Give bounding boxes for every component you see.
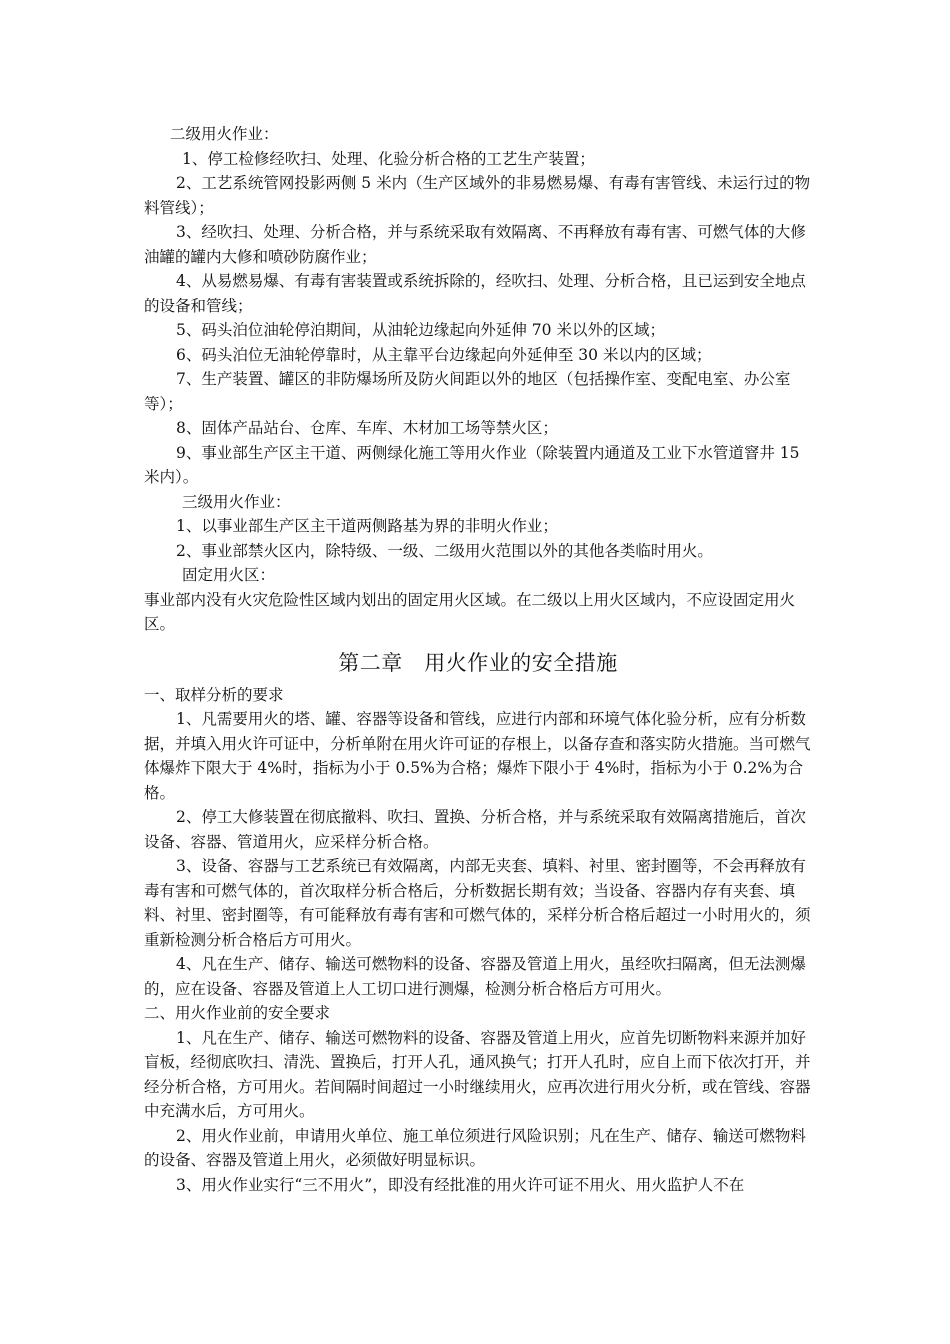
second-level-item: 6、码头泊位无油轮停靠时，从主靠平台边缘起向外延伸至 30 米以内的区域； bbox=[176, 345, 712, 364]
second-level-item: 2、工艺系统管网投影两侧 5 米内（生产区域外的非易燃易爆、有毒有害管线、未运行过的物料管线）； bbox=[144, 174, 811, 217]
second-level-item: 3、经吹扫、处理、分析合格，并与系统采取有效隔离、不再释放有毒有害、可燃气体的大修油罐的罐内大修和喷砂防腐作业； bbox=[144, 223, 806, 266]
section-item: 4、凡在生产、储存、输送可燃物料的设备、容器及管道上用火，虽经吹扫隔离，但无法测爆的，应在设备、容器及管道上人工切口进行测爆，检测分析合格后方可用火。 bbox=[144, 955, 806, 998]
third-level-item: 2、事业部禁火区内，除特级、一级、二级用火范围以外的其他各类临时用火。 bbox=[176, 541, 713, 560]
second-level-heading: 二级用火作业： bbox=[170, 125, 279, 143]
section-heading: 一、取样分析的要求 bbox=[144, 685, 284, 704]
section-item: 2、停工大修装置在彻底撤料、吹扫、置换、分析合格，并与系统采取有效隔离措施后，首次设备、容器、管道用火，应采样分析合格。 bbox=[144, 808, 806, 851]
section-item: 3、用火作业实行“三不用火”，即没有经批准的用火许可证不用火、用火监护人不在 bbox=[176, 1175, 745, 1194]
second-level-item: 7、生产装置、罐区的非防爆场所及防火间距以外的地区（包括操作室、变配电室、办公室等）； bbox=[144, 370, 791, 413]
chapter-title: 第二章 用火作业的安全措施 bbox=[338, 650, 618, 675]
fixed-area-text: 事业部内没有火灾危险性区域内划出的固定用火区域。在二级以上用火区域内，不应设固定用火区。 bbox=[144, 590, 796, 633]
second-level-item: 9、事业部生产区主干道、两侧绿化施工等用火作业（除装置内通道及工业下水管道窨井 15 米内）。 bbox=[144, 443, 800, 486]
second-level-item: 4、从易燃易爆、有毒有害装置或系统拆除的，经吹扫、处理、分析合格，且已运到安全地点的设备和管线； bbox=[144, 272, 806, 315]
fixed-area-heading: 固定用火区： bbox=[182, 566, 276, 584]
section-item: 1、凡在生产、储存、输送可燃物料的设备、容器及管道上用火，应首先切断物料来源并加好盲板，经彻底吹扫、清洗、置换后，打开人孔，通风换气；打开人孔时，应自上而下依次打开，并经分析合格，方可用火。若间隔时间超过一小时继续用火，应再次进行用火分析，或在管线、容器中充满水后，方可用火。 bbox=[144, 1028, 811, 1120]
second-level-item: 5、码头泊位油轮停泊期间，从油轮边缘起向外延伸 70 米以外的区域； bbox=[176, 321, 665, 339]
second-level-item: 1、停工检修经吹扫、处理、化验分析合格的工艺生产装置； bbox=[182, 149, 595, 168]
document-page bbox=[144, 122, 812, 1197]
section-item: 3、设备、容器与工艺系统已有效隔离，内部无夹套、填料、衬里、密封圈等，不会再释放有毒有害和可燃气体的，首次取样分析合格后，分析数据长期有效；当设备、容器内存有夹套、填料、衬里、密封圈等，有可能释放有毒有害和可燃气体的，采样分析合格后超过一小时用火的，须重新检测分析合格后方可用火。 bbox=[144, 857, 811, 949]
section-item: 2、用火作业前，申请用火单位、施工单位须进行风险识别；凡在生产、储存、输送可燃物料的设备、容器及管道上用火，必须做好明显标识。 bbox=[144, 1126, 806, 1169]
section-heading: 二、用火作业前的安全要求 bbox=[144, 1004, 331, 1022]
second-level-item: 8、固体产品站台、仓库、车库、木材加工场等禁火区； bbox=[176, 419, 558, 437]
third-level-item: 1、以事业部生产区主干道两侧路基为界的非明火作业； bbox=[176, 517, 558, 535]
section-item: 1、凡需要用火的塔、罐、容器等设备和管线，应进行内部和环境气体化验分析，应有分析数据，并填入用火许可证中，分析单附在用火许可证的存根上，以备存查和落实防火措施。当可燃气体爆炸下限大于 4%时，指标为小于 0.5%为合格；爆炸下限小于 4%时，指标为小于 0.2%为合格。 bbox=[144, 710, 811, 802]
third-level-heading: 三级用火作业： bbox=[182, 492, 291, 511]
